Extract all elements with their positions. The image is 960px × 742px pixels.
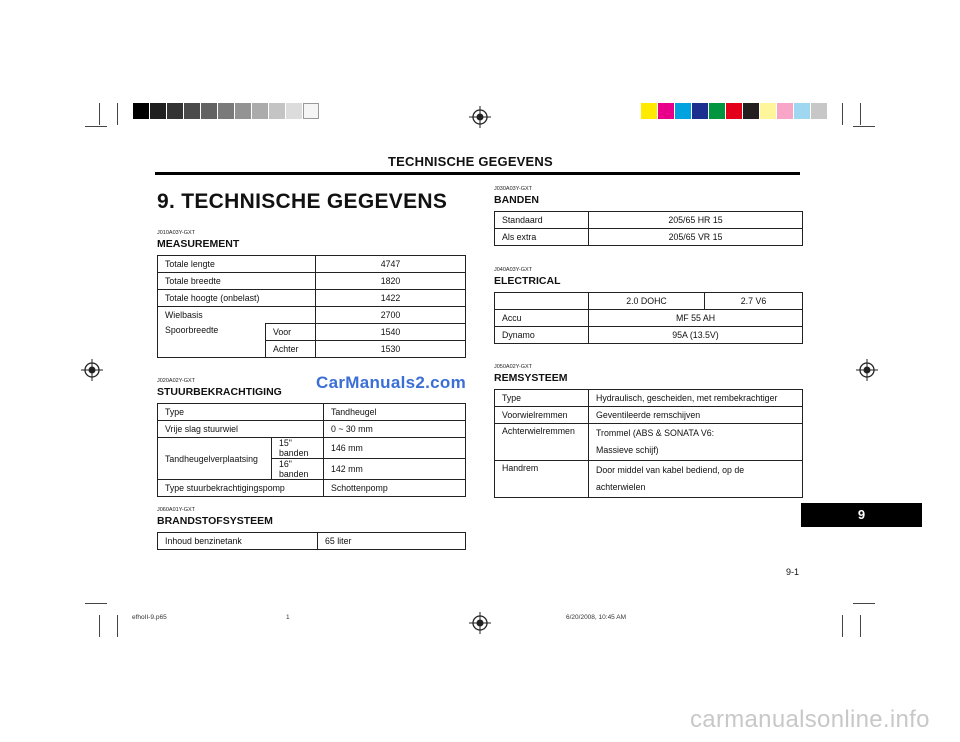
- table-row: [495, 407, 803, 424]
- gray-swatch: [252, 103, 268, 119]
- color-swatch: [743, 103, 759, 119]
- spec-value-line: Door middel van kabel bediend, op de: [596, 465, 745, 475]
- spec-value: 205/65 VR 15: [589, 229, 803, 246]
- spec-value: [589, 461, 803, 498]
- gray-swatch: [133, 103, 149, 119]
- tyres-table: [494, 211, 803, 246]
- section-code: J020A02Y-GXT: [157, 378, 196, 384]
- header-rule: [155, 172, 800, 175]
- section-title-tyres: BANDEN: [494, 194, 539, 206]
- spec-label: Wielbasis: [158, 307, 316, 324]
- footer-filename: efhoII-9.p65: [132, 614, 167, 621]
- gray-swatch: [167, 103, 183, 119]
- footer-date: 6/20/2008, 10:45 AM: [566, 614, 626, 621]
- spec-value: 95A (13.5V): [589, 327, 803, 344]
- color-swatch: [777, 103, 793, 119]
- table-row: [158, 533, 466, 550]
- spec-sublabel: 15" banden: [272, 438, 324, 459]
- gray-swatch: [150, 103, 166, 119]
- spec-label: Tandheugelverplaatsing: [158, 438, 272, 480]
- page-number: 9-1: [786, 567, 800, 577]
- spec-sublabel: 16" banden: [272, 459, 324, 480]
- table-row: [495, 327, 803, 344]
- spec-label: Dynamo: [495, 327, 589, 344]
- spec-label: Type stuurbekrachtigingspomp: [158, 480, 324, 497]
- column-header: 2.7 V6: [705, 293, 803, 310]
- color-swatch: [726, 103, 742, 119]
- table-row: [495, 293, 803, 310]
- spec-label: Type: [495, 390, 589, 407]
- spec-label: Standaard: [495, 212, 589, 229]
- crop-mark: [99, 103, 100, 125]
- color-swatch: [709, 103, 725, 119]
- table-row: [495, 310, 803, 327]
- spec-label: Voorwielremmen: [495, 407, 589, 424]
- measurement-table: [157, 255, 466, 358]
- gray-swatch: [184, 103, 200, 119]
- crop-mark: [860, 103, 861, 125]
- gray-swatch: [235, 103, 251, 119]
- spec-value: 1530: [316, 341, 466, 358]
- crop-mark: [842, 615, 843, 637]
- spec-label: Totale hoogte (onbelast): [158, 290, 316, 307]
- crop-mark: [853, 603, 875, 604]
- spec-value: MF 55 AH: [589, 310, 803, 327]
- gray-swatch: [303, 103, 319, 119]
- spec-value: 146 mm: [324, 438, 466, 459]
- table-row: [495, 390, 803, 407]
- crop-mark: [85, 603, 107, 604]
- spec-value: 2700: [316, 307, 466, 324]
- color-swatch: [658, 103, 674, 119]
- fuel-table: [157, 532, 466, 550]
- section-title-electrical: ELECTRICAL: [494, 275, 561, 287]
- spec-value-line: achterwielen: [596, 482, 646, 492]
- color-swatch: [794, 103, 810, 119]
- watermark-logo: CarManuals2.com: [316, 373, 466, 392]
- section-code: J010A03Y-GXT: [157, 230, 196, 236]
- crop-mark: [117, 103, 118, 125]
- spec-label: Type: [158, 404, 324, 421]
- gray-swatch: [269, 103, 285, 119]
- table-row: [158, 256, 466, 273]
- running-header: TECHNISCHE GEGEVENS: [388, 154, 553, 169]
- spec-label: Inhoud benzinetank: [158, 533, 318, 550]
- gray-swatch: [218, 103, 234, 119]
- spec-value: Geventileerde remschijven: [589, 407, 803, 424]
- spec-value: [589, 424, 803, 461]
- spec-value: 1820: [316, 273, 466, 290]
- crop-mark: [842, 103, 843, 125]
- color-swatch: [692, 103, 708, 119]
- crop-mark: [853, 126, 875, 127]
- spec-value: 0 ~ 30 mm: [324, 421, 466, 438]
- color-swatch: [760, 103, 776, 119]
- registration-target-icon: [81, 359, 103, 381]
- section-title-brakes: REMSYSTEEM: [494, 372, 568, 384]
- spec-label: Totale breedte: [158, 273, 316, 290]
- table-row: [158, 421, 466, 438]
- spec-label: Accu: [495, 310, 589, 327]
- table-row: [158, 404, 466, 421]
- spec-sublabel: Achter: [266, 341, 316, 358]
- spec-value: 142 mm: [324, 459, 466, 480]
- gray-swatch: [201, 103, 217, 119]
- spec-value: 1540: [316, 324, 466, 341]
- spec-label: Totale lengte: [158, 256, 316, 273]
- table-row: [158, 273, 466, 290]
- table-row: [495, 229, 803, 246]
- spec-label: Achterwielremmen: [495, 424, 589, 461]
- section-title-fuel: BRANDSTOFSYSTEEM: [157, 515, 273, 527]
- section-title-steering: STUURBEKRACHTIGING: [157, 386, 282, 398]
- spec-label: Handrem: [495, 461, 589, 498]
- section-title-measurement: MEASUREMENT: [157, 238, 240, 250]
- spec-value: Schottenpomp: [324, 480, 466, 497]
- spec-value: 65 liter: [318, 533, 466, 550]
- section-code: J040A03Y-GXT: [494, 267, 533, 273]
- spec-label: Vrije slag stuurwiel: [158, 421, 324, 438]
- empty-cell: [495, 293, 589, 310]
- crop-mark: [117, 615, 118, 637]
- gray-swatch: [286, 103, 302, 119]
- registration-target-icon: [856, 359, 878, 381]
- color-swatch: [641, 103, 657, 119]
- electrical-table: [494, 292, 803, 344]
- spec-value: Hydraulisch, gescheiden, met rembekrachtiger: [589, 390, 803, 407]
- spec-value: 205/65 HR 15: [589, 212, 803, 229]
- crop-mark: [860, 615, 861, 637]
- spec-value: Tandheugel: [324, 404, 466, 421]
- page-title: 9. TECHNISCHE GEGEVENS: [157, 190, 448, 213]
- spec-value-line: Massieve schijf): [596, 445, 659, 455]
- steering-table: [157, 403, 466, 497]
- color-swatch: [675, 103, 691, 119]
- crop-mark: [99, 615, 100, 637]
- section-code: J060A01Y-GXT: [157, 507, 196, 513]
- table-row: [158, 324, 466, 341]
- table-row: [495, 424, 803, 461]
- table-row: [495, 212, 803, 229]
- section-code: J030A03Y-GXT: [494, 186, 533, 192]
- spec-label: Spoorbreedte: [158, 324, 266, 358]
- registration-target-icon: [469, 106, 491, 128]
- spec-value: 1422: [316, 290, 466, 307]
- table-row: [158, 307, 466, 324]
- table-row: [158, 480, 466, 497]
- column-header: 2.0 DOHC: [589, 293, 705, 310]
- spec-label: Als extra: [495, 229, 589, 246]
- footer-page: 1: [286, 614, 290, 621]
- chapter-tab: 9: [801, 503, 922, 527]
- table-row: [158, 438, 466, 459]
- table-row: [158, 290, 466, 307]
- section-code: J050A02Y-GXT: [494, 364, 533, 370]
- brakes-table: [494, 389, 803, 498]
- site-watermark: carmanualsonline.info: [690, 706, 930, 733]
- registration-target-icon: [469, 612, 491, 634]
- spec-sublabel: Voor: [266, 324, 316, 341]
- color-swatch: [811, 103, 827, 119]
- crop-mark: [85, 126, 107, 127]
- spec-value-line: Trommel (ABS & SONATA V6:: [596, 428, 715, 438]
- table-row: [495, 461, 803, 498]
- spec-value: 4747: [316, 256, 466, 273]
